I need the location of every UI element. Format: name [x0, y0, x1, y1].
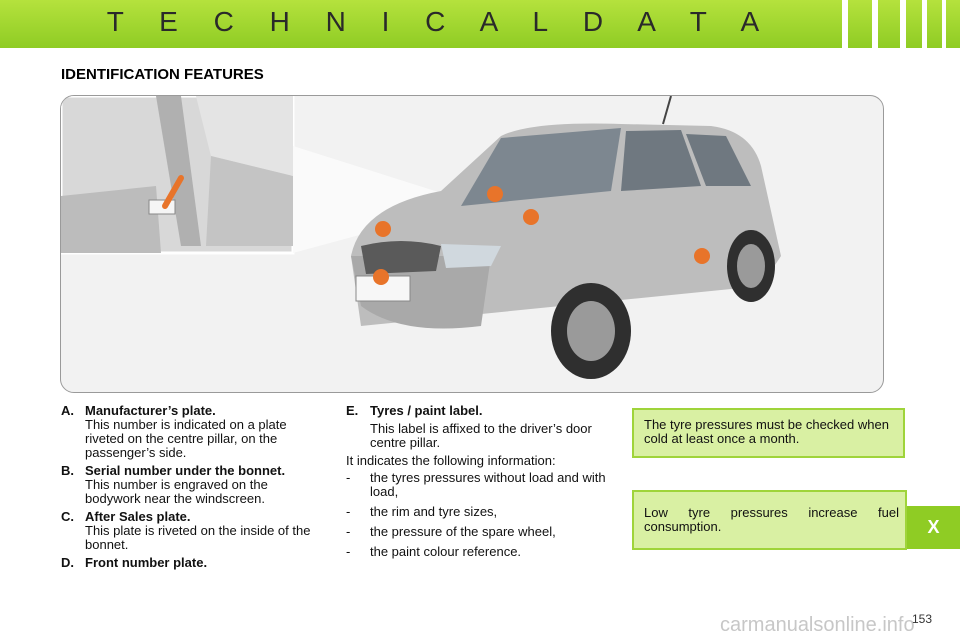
list-item	[346, 505, 618, 519]
item-letter: E.	[346, 403, 359, 418]
note-box	[632, 490, 907, 550]
note-text: The tyre pressures must be checked when cold at least once a month.	[644, 417, 889, 446]
header-stripe	[872, 0, 878, 48]
item-title: After Sales plate.	[85, 509, 191, 524]
bullet-dash: -	[346, 544, 351, 559]
item-title: Tyres / paint label.	[370, 403, 483, 418]
car-body	[351, 96, 781, 379]
watermark: carmanualsonline.info	[720, 614, 915, 636]
item-letter: B.	[61, 463, 74, 478]
list-item	[61, 510, 327, 552]
bullet-text: the rim and tyre sizes,	[370, 504, 498, 519]
marker-a	[694, 248, 710, 264]
marker-b	[487, 186, 503, 202]
item-title: Serial number under the bonnet.	[85, 463, 286, 478]
vehicle-illustration	[60, 95, 884, 393]
item-text: This label is affixed to the driver’s door centre pillar.	[370, 421, 592, 450]
page-title: T E C H N I C A L D A T A	[106, 6, 774, 37]
marker-e	[523, 209, 539, 225]
list-item	[61, 556, 327, 570]
header-stripe	[900, 0, 906, 48]
note-box	[632, 408, 905, 458]
section-heading: IDENTIFICATION FEATURES	[61, 66, 264, 83]
middle-column	[346, 404, 618, 559]
page-number: 153	[912, 612, 933, 626]
list-item	[346, 525, 618, 539]
header-bar	[0, 0, 960, 48]
header-stripe	[942, 0, 946, 48]
bullet-text: the pressure of the spare wheel,	[370, 524, 556, 539]
list-item	[346, 404, 618, 450]
bullet-text: the paint colour reference.	[370, 544, 522, 559]
item-title: Front number plate.	[85, 555, 208, 570]
list-item	[346, 471, 618, 499]
item-title: Manufacturer’s plate.	[85, 403, 216, 418]
list-item	[346, 545, 618, 559]
list-item	[61, 404, 327, 460]
car-diagram	[61, 96, 883, 392]
bullet-dash: -	[346, 470, 351, 485]
bullet-text: the tyres pressures without load and with load,	[370, 470, 606, 499]
left-column	[61, 404, 327, 574]
bullet-dash: -	[346, 504, 351, 519]
door-pillar-inset	[61, 96, 293, 253]
intro-text: It indicates the following information:	[346, 453, 556, 468]
list-item	[61, 464, 327, 506]
chapter-tab[interactable]: X	[907, 506, 960, 549]
header-stripe	[842, 0, 848, 48]
item-text: This plate is riveted on the inside of the bonnet.	[85, 523, 311, 552]
bullet-dash: -	[346, 524, 351, 539]
header-stripe	[922, 0, 927, 48]
marker-c	[375, 221, 391, 237]
item-text: This number is engraved on the bodywork near the windscreen.	[85, 477, 268, 506]
item-text: This number is indicated on a plate riveted on the centre pillar, on the passenger’s side.	[85, 417, 287, 460]
marker-d	[373, 269, 389, 285]
item-letter: C.	[61, 509, 74, 524]
item-letter: D.	[61, 555, 74, 570]
note-text: Low tyre pressures increase fuel consumption.	[644, 505, 899, 534]
item-letter: A.	[61, 403, 74, 418]
